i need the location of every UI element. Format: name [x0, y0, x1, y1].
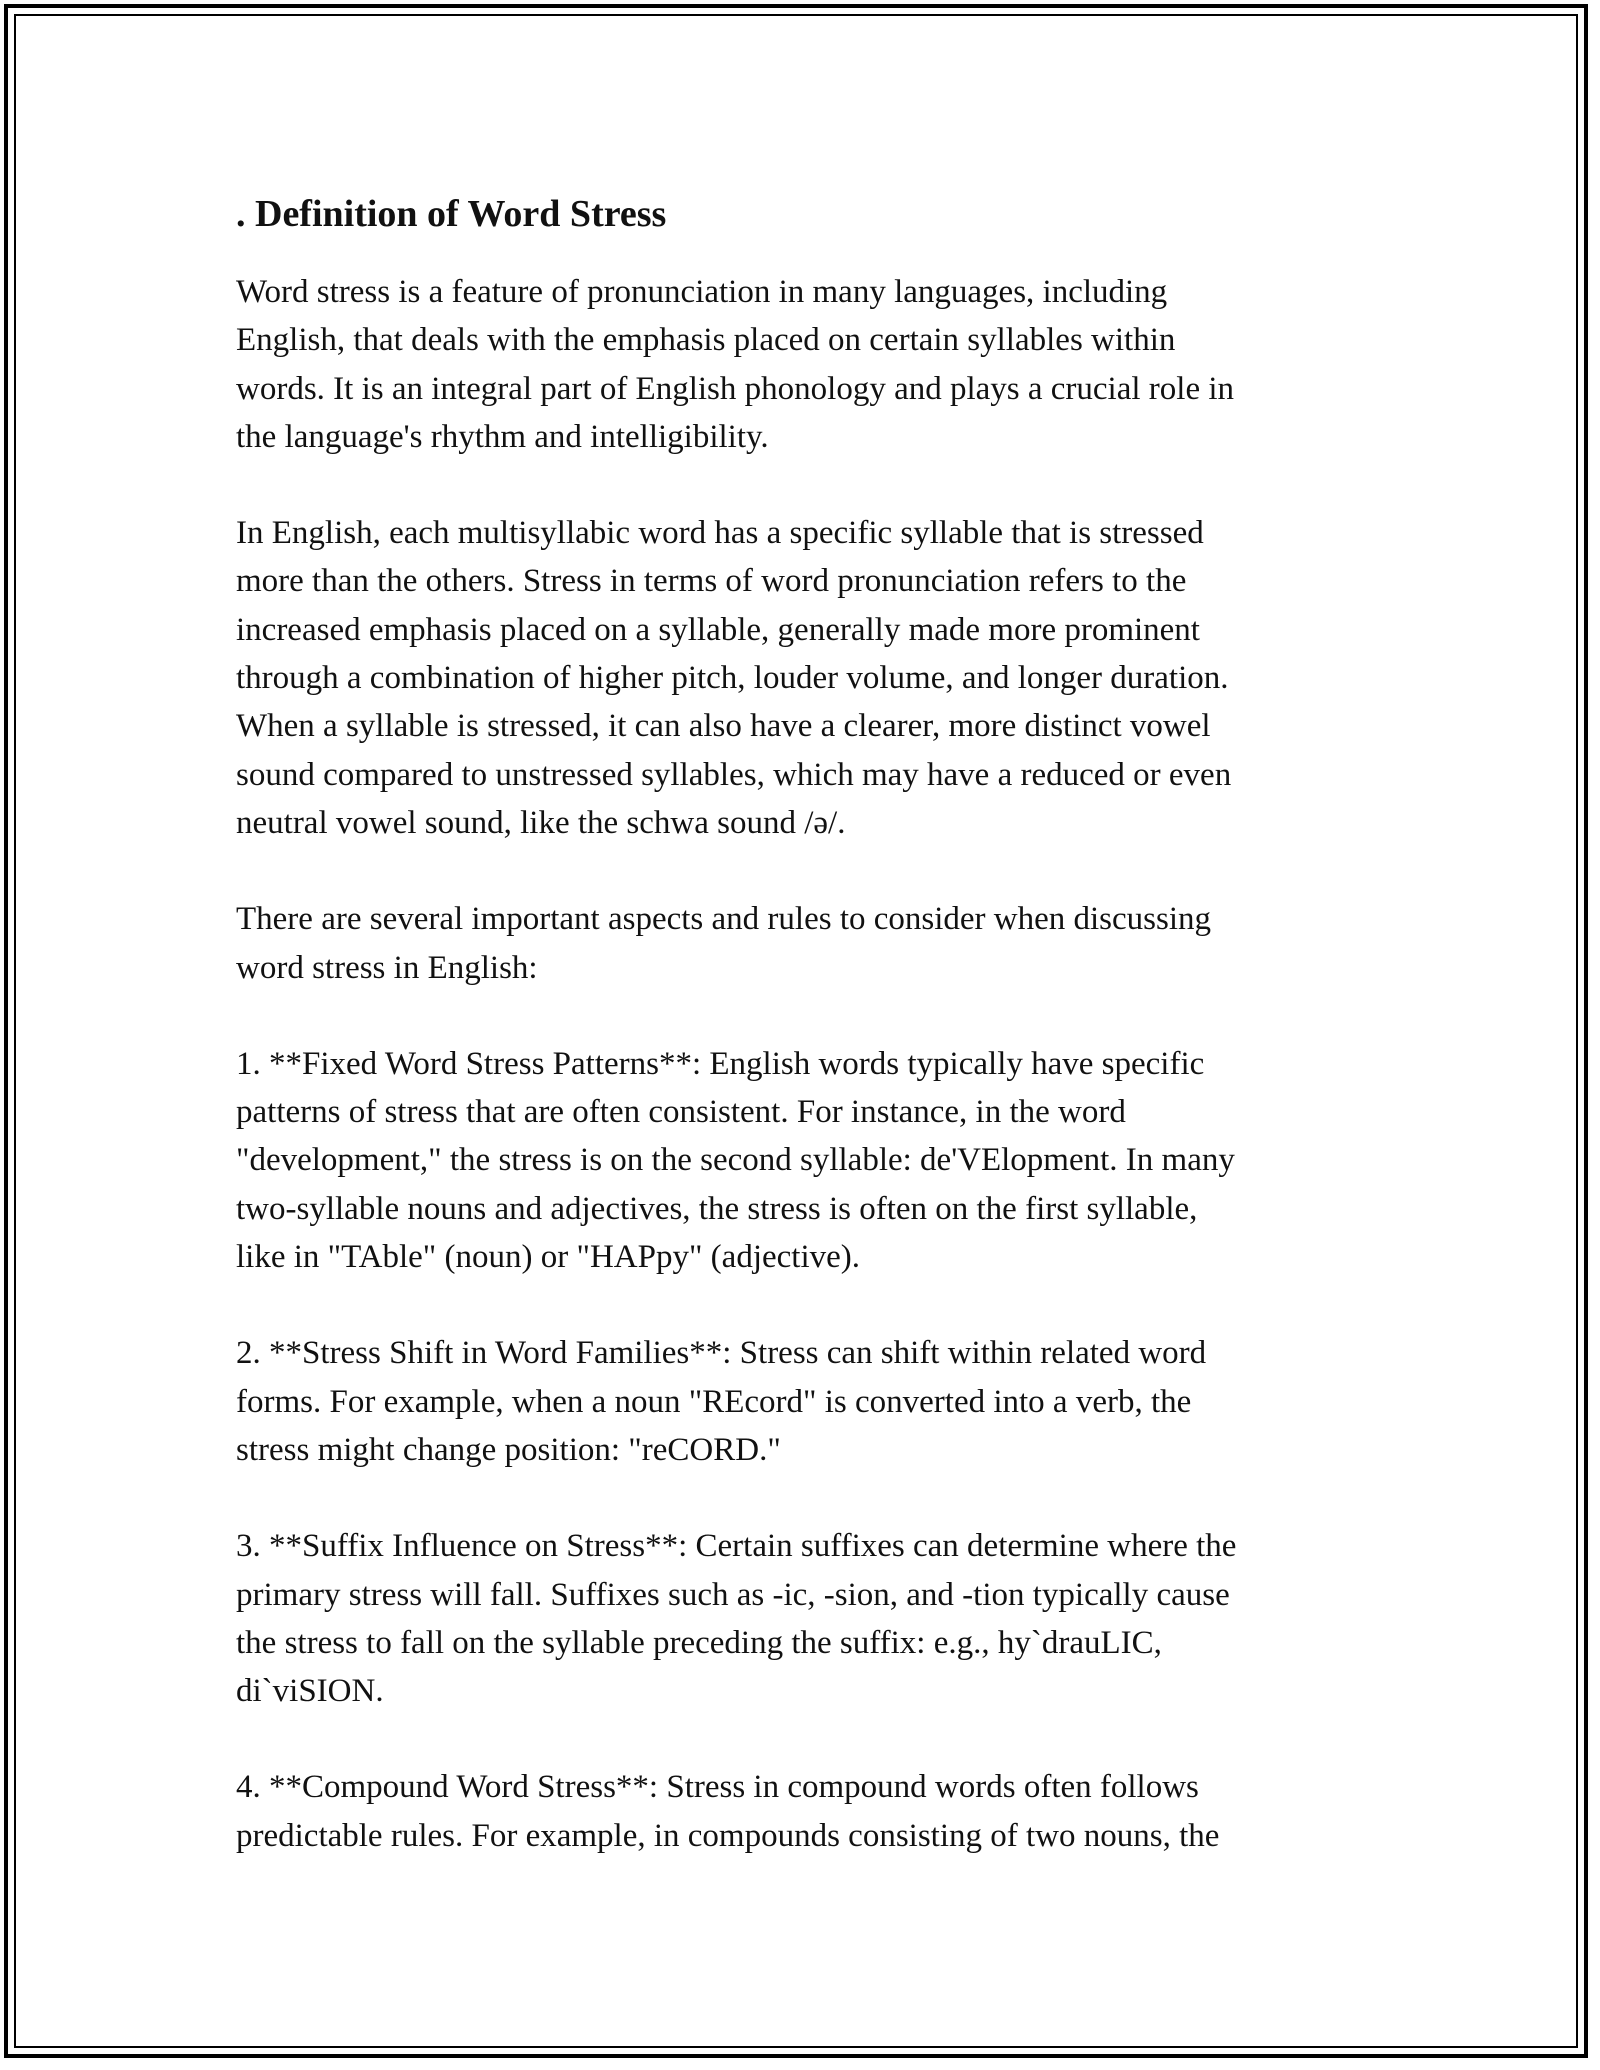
list-item-suffix-influence: 3. **Suffix Influence on Stress**: Certain suffixes can determine where the primary stress will fall. Suffixes such as -ic, -sion, and -tion typically cause the stress to fall on the syllable preceding the suffix: e.g., hy`drauLIC, di`viSION. [236, 1528, 1237, 1710]
paragraph-definition: Word stress is a feature of pronunciation in many languages, including English, that deals with the emphasis placed on certain syllables within words. It is an integral part of English phonology and plays a crucial role in the language's rhythm and intelligibility. [236, 274, 1235, 455]
document-body [236, 188, 1366, 1908]
list-item-fixed-stress: 1. **Fixed Word Stress Patterns**: English words typically have specific patterns of stress that are often consistent. For instance, in the word "development," the stress is on the second syllable: de'VElopment. In many two-syllable nouns and adjectives, the stress is often on the first syllable, like in "TAble" (noun) or "HAPpy" (adjective). [236, 1045, 1235, 1276]
section-heading: . Definition of Word Stress [236, 193, 667, 235]
paragraph-stress-description: In English, each multisyllabic word has a specific syllable that is stressed more than the others. Stress in terms of word pronunciation refers to the increased emphasis placed on a syllable, generally made more prominent through a combination of higher pitch, louder volume, and longer duration. When a syllable is stressed, it can also have a clearer, more distinct vowel sound compared to unstressed syllables, which may have a reduced or even neutral vowel sound, like the schwa sound /ə/. [236, 515, 1232, 841]
paragraph-aspects-intro: There are several important aspects and rules to consider when discussing word stress in English: [236, 901, 1212, 986]
list-item-stress-shift: 2. **Stress Shift in Word Families**: Stress can shift within related word forms. For example, when a noun "REcord" is converted into a verb, the stress might change position: "reCORD." [236, 1335, 1207, 1468]
list-item-compound-stress: 4. **Compound Word Stress**: Stress in compound words often follows predictable rules. For example, in compounds consisting of two nouns, the [236, 1769, 1220, 1854]
